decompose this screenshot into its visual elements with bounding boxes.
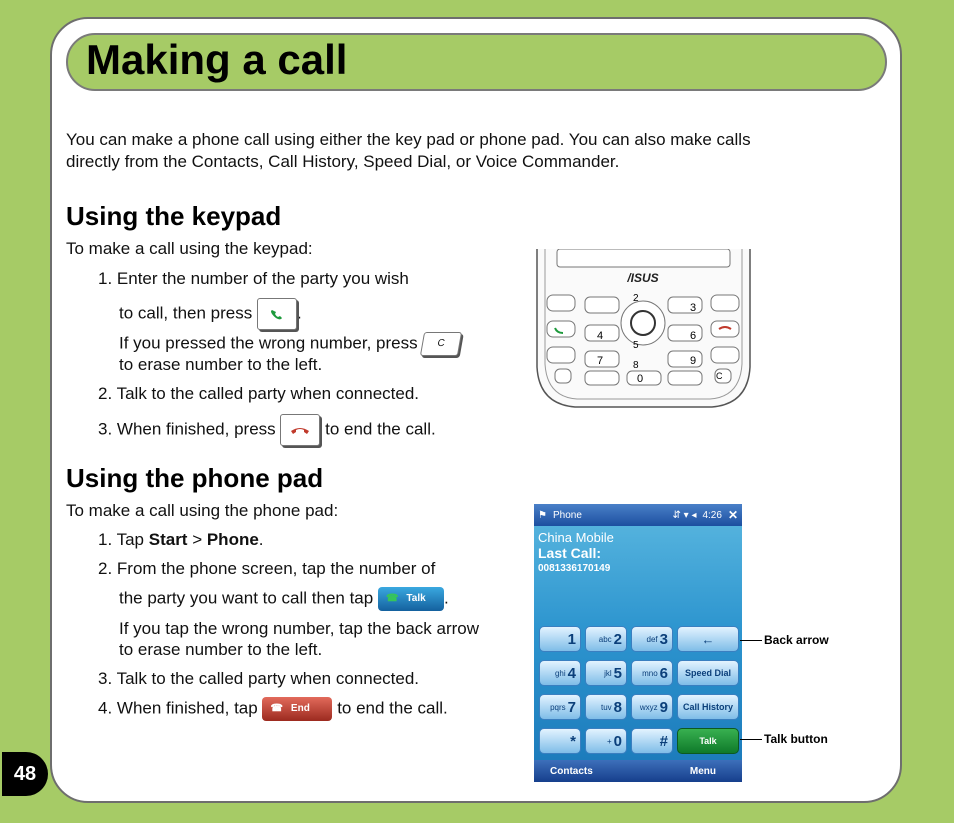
last-call-label: Last Call: [538, 545, 602, 561]
keypad-step-1b-end: . [296, 303, 302, 323]
svg-text:0: 0 [637, 373, 644, 385]
back-arrow-callout-line [740, 640, 762, 641]
phonepad-step-2b-line [119, 587, 449, 611]
page-title: Making a call [86, 36, 348, 83]
dial-key-star[interactable]: * [539, 728, 581, 754]
screen-time: 4:26 [702, 509, 722, 521]
phonepad-step-2c: If you tap the wrong number, tap the back arrow [119, 619, 480, 638]
last-call-number: 0081336170149 [538, 563, 611, 574]
signal-icon: ⇵ ▾ ◂ [672, 509, 697, 521]
phone-pad-grid [539, 626, 739, 754]
keypad-step-1c: If you pressed the wrong number, press [119, 333, 418, 353]
phonepad-step-4a: 4. When finished, tap [98, 698, 258, 718]
phonepad-step-2b-end: . [443, 588, 449, 608]
back-arrow-callout: Back arrow [764, 633, 829, 647]
svg-text:C: C [716, 371, 723, 381]
phone-screen [534, 504, 742, 782]
end-button-icon [262, 697, 332, 721]
phonepad-step-3: 3. Talk to the called party when connected. [98, 669, 419, 688]
phonepad-step-1-sep: > [187, 530, 207, 549]
clear-key-icon: C [420, 332, 462, 356]
phone-keypad-illustration [535, 249, 752, 409]
call-history-button[interactable]: Call History [677, 694, 739, 720]
phone-icon: ☎ [385, 593, 399, 604]
screen-menu-bar [534, 760, 742, 782]
screen-app-title: Phone [552, 509, 582, 521]
keypad-step-3b: to end the call. [325, 419, 436, 439]
dial-key-4[interactable]: ghi 4 [539, 660, 581, 686]
phonepad-step-1-pre: 1. Tap [98, 530, 149, 549]
dial-key-2[interactable]: abc 2 [585, 626, 627, 652]
end-button-label: End [290, 703, 310, 714]
keypad-step-1b-line [119, 298, 302, 330]
phonepad-step-1 [98, 529, 264, 551]
dial-key-9[interactable]: wxyz 9 [631, 694, 673, 720]
intro-line-1: You can make a phone call using either the key pad or phone pad. You can also make calls [66, 130, 751, 149]
screen-status-bar [534, 504, 742, 526]
dial-key-hash[interactable]: # [631, 728, 673, 754]
dial-key-3[interactable]: def 3 [631, 626, 673, 652]
keypad-heading: Using the keypad [66, 201, 282, 231]
dial-key-7[interactable]: pqrs 7 [539, 694, 581, 720]
dial-key-6[interactable]: mno 6 [631, 660, 673, 686]
svg-text:4: 4 [597, 330, 604, 342]
hangup-icon: ☎ [270, 703, 283, 714]
page-number: 48 [2, 752, 48, 796]
keypad-step-1b: to call, then press [119, 303, 253, 323]
dial-key-5[interactable]: jkl 5 [585, 660, 627, 686]
phonepad-step-4-line [98, 697, 448, 721]
keypad-step-1c-line [119, 332, 460, 356]
svg-text:6: 6 [690, 330, 697, 342]
svg-text:2: 2 [633, 293, 639, 304]
keypad-step-2: 2. Talk to the called party when connected. [98, 384, 419, 403]
phone-label: Phone [206, 530, 259, 549]
carrier-name: China Mobile [538, 530, 614, 545]
phonepad-step-1-end: . [258, 530, 264, 549]
phonepad-lead: To make a call using the phone pad: [66, 501, 339, 520]
end-key-icon [280, 414, 320, 446]
speed-dial-button[interactable]: Speed Dial [677, 660, 739, 686]
dial-key-8[interactable]: tuv 8 [585, 694, 627, 720]
keypad-step-1d: to erase number to the left. [119, 355, 323, 374]
keypad-step-3a: 3. When finished, press [98, 419, 276, 439]
phonepad-step-2d: to erase number to the left. [119, 640, 323, 659]
talk-button[interactable]: Talk [677, 728, 739, 754]
phonepad-step-2b: the party you want to call then tap [119, 588, 374, 608]
svg-text:5: 5 [633, 340, 639, 351]
start-label: Start [148, 530, 188, 549]
talk-button-label: Talk [406, 593, 426, 604]
contacts-softkey[interactable]: Contacts [550, 765, 593, 777]
svg-text:3: 3 [690, 302, 697, 314]
keypad-step-1a: 1. Enter the number of the party you wish [98, 269, 409, 288]
phonepad-step-4b: to end the call. [337, 698, 448, 718]
svg-text:7: 7 [597, 355, 604, 367]
keypad-lead: To make a call using the keypad: [66, 239, 313, 258]
talk-button-callout-line [740, 739, 762, 740]
talk-key-icon [257, 298, 297, 330]
windows-flag-icon: ⚑ [538, 509, 547, 521]
intro-line-2: directly from the Contacts, Call History, Speed Dial, or Voice Commander. [66, 152, 620, 171]
dial-key-0[interactable]: + 0 [585, 728, 627, 754]
talk-button-callout: Talk button [764, 732, 828, 746]
phonepad-heading: Using the phone pad [66, 463, 324, 493]
svg-text:8: 8 [633, 360, 639, 371]
phonepad-step-2a: 2. From the phone screen, tap the number of [98, 559, 436, 578]
svg-text:9: 9 [690, 355, 697, 367]
close-icon[interactable]: ✕ [727, 508, 738, 522]
back-arrow-button[interactable]: ← [677, 626, 739, 652]
dial-key-1[interactable]: 1 [539, 626, 581, 652]
menu-softkey[interactable]: Menu [689, 765, 716, 777]
asus-logo: /ISUS [627, 271, 659, 285]
keypad-step-3-line [98, 414, 436, 446]
talk-button-icon [378, 587, 444, 611]
